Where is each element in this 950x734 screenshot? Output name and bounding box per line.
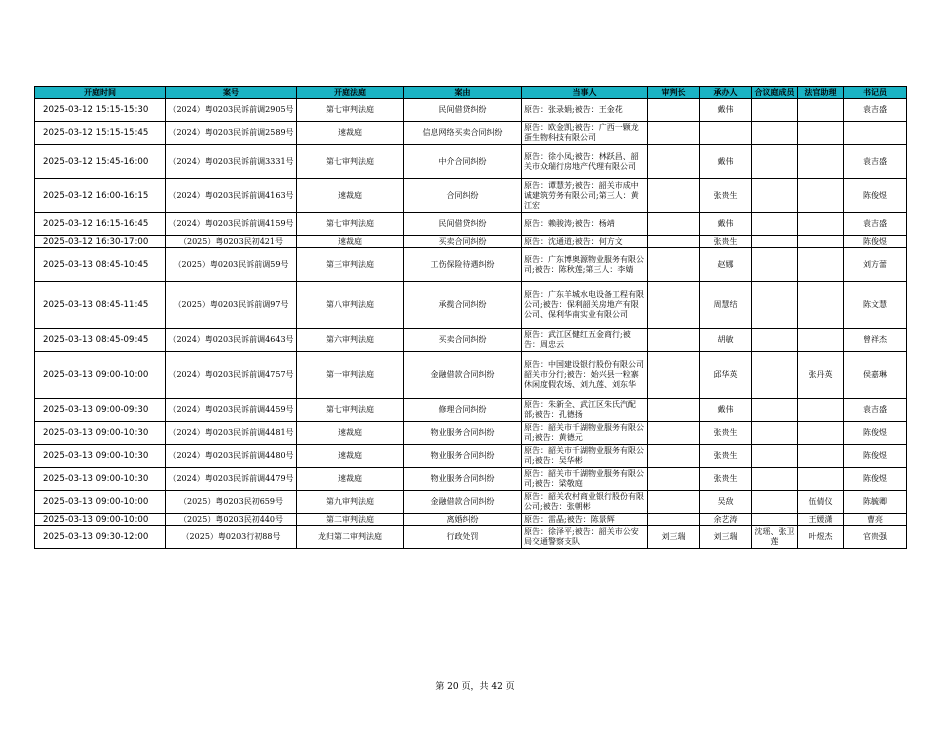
cause-cell: 金融借款合同纠纷 [404, 491, 522, 514]
handler-cell: 张贵生 [700, 236, 752, 248]
judge-assistant-cell: 张丹英 [798, 352, 844, 399]
courtroom-cell: 第七审判法庭 [297, 399, 404, 422]
cause-cell: 离婚纠纷 [404, 514, 522, 526]
judge-assistant-cell [798, 445, 844, 468]
panel-members-cell [752, 99, 798, 122]
court-schedule-table [34, 86, 907, 549]
parties-cell: 原告：韶关市千湖物业服务有限公司;被告：吴华彬 [522, 445, 648, 468]
presiding-judge-cell [648, 248, 700, 282]
clerk-cell: 陈毓卿 [844, 491, 907, 514]
courtroom-cell: 速裁庭 [297, 422, 404, 445]
cause-cell: 合同纠纷 [404, 179, 522, 213]
parties-cell: 原告：武江区健红五金商行;被告：周忠云 [522, 329, 648, 352]
panel-members-cell [752, 236, 798, 248]
table-row [35, 236, 907, 248]
parties-cell: 原告：韶关市千湖物业服务有限公司;被告：黄德元 [522, 422, 648, 445]
table-row [35, 422, 907, 445]
case-number-cell: （2025）粤0203民初440号 [166, 514, 297, 526]
handler-cell: 刘三瑞 [700, 526, 752, 549]
handler-cell: 张贵生 [700, 468, 752, 491]
panel-members-cell [752, 122, 798, 145]
clerk-cell: 袁吉盛 [844, 399, 907, 422]
handler-cell: 戴伟 [700, 99, 752, 122]
handler-cell: 邱华英 [700, 352, 752, 399]
cause-cell: 买卖合同纠纷 [404, 236, 522, 248]
panel-members-cell [752, 329, 798, 352]
judge-assistant-cell [798, 122, 844, 145]
handler-cell: 吴敌 [700, 491, 752, 514]
judge-assistant-cell: 王媛潇 [798, 514, 844, 526]
judge-assistant-cell [798, 213, 844, 236]
case-number-cell: （2024）粤0203民诉前调4459号 [166, 399, 297, 422]
presiding-judge-cell [648, 399, 700, 422]
handler-cell: 戴伟 [700, 399, 752, 422]
courtroom-cell: 龙归第二审判法庭 [297, 526, 404, 549]
time-cell: 2025-03-12 15:45-16:00 [35, 145, 166, 179]
courtroom-cell: 速裁庭 [297, 468, 404, 491]
table-row [35, 352, 907, 399]
time-cell: 2025-03-13 08:45-09:45 [35, 329, 166, 352]
cause-cell: 行政处罚 [404, 526, 522, 549]
courtroom-cell: 速裁庭 [297, 445, 404, 468]
clerk-cell: 侯嘉琳 [844, 352, 907, 399]
panel-members-cell [752, 422, 798, 445]
time-cell: 2025-03-13 09:00-09:30 [35, 399, 166, 422]
presiding-judge-cell: 刘三瑞 [648, 526, 700, 549]
time-cell: 2025-03-13 09:00-10:00 [35, 491, 166, 514]
header-row [35, 87, 907, 99]
presiding-judge-cell [648, 179, 700, 213]
clerk-cell: 袁吉盛 [844, 213, 907, 236]
time-cell: 2025-03-13 09:00-10:30 [35, 468, 166, 491]
presiding-judge-cell [648, 99, 700, 122]
courtroom-cell: 第七审判法庭 [297, 99, 404, 122]
case-number-cell: （2025）粤0203民初659号 [166, 491, 297, 514]
presiding-judge-cell [648, 213, 700, 236]
cause-cell: 物业服务合同纠纷 [404, 422, 522, 445]
clerk-cell: 袁吉盛 [844, 99, 907, 122]
judge-assistant-cell [798, 179, 844, 213]
time-cell: 2025-03-13 08:45-11:45 [35, 282, 166, 329]
time-cell: 2025-03-13 09:00-10:30 [35, 445, 166, 468]
time-cell: 2025-03-12 16:15-16:45 [35, 213, 166, 236]
parties-cell: 原告：赖骏涛;被告：杨靖 [522, 213, 648, 236]
handler-cell [700, 122, 752, 145]
judge-assistant-cell: 叶煜杰 [798, 526, 844, 549]
handler-cell: 余艺涛 [700, 514, 752, 526]
presiding-judge-cell [648, 491, 700, 514]
table-row [35, 445, 907, 468]
panel-members-cell [752, 213, 798, 236]
case-number-cell: （2024）粤0203民诉前调4643号 [166, 329, 297, 352]
header-judge-assistant: 法官助理 [798, 87, 844, 99]
courtroom-cell: 速裁庭 [297, 179, 404, 213]
parties-cell: 原告：谭慧芳;被告：韶关市成中诚建筑劳务有限公司;第三人：黄江宏 [522, 179, 648, 213]
presiding-judge-cell [648, 352, 700, 399]
handler-cell: 戴伟 [700, 145, 752, 179]
handler-cell: 张贵生 [700, 422, 752, 445]
parties-cell: 原告：张录娟;被告：王金花 [522, 99, 648, 122]
presiding-judge-cell [648, 122, 700, 145]
handler-cell: 周慧结 [700, 282, 752, 329]
time-cell: 2025-03-13 09:00-10:00 [35, 352, 166, 399]
cause-cell: 物业服务合同纠纷 [404, 468, 522, 491]
panel-members-cell [752, 248, 798, 282]
presiding-judge-cell [648, 236, 700, 248]
time-cell: 2025-03-13 08:45-10:45 [35, 248, 166, 282]
judge-assistant-cell [798, 236, 844, 248]
case-number-cell: （2024）粤0203民诉前调4163号 [166, 179, 297, 213]
table-row [35, 248, 907, 282]
panel-members-cell [752, 491, 798, 514]
clerk-cell: 袁吉盛 [844, 145, 907, 179]
cause-cell: 信息网络买卖合同纠纷 [404, 122, 522, 145]
panel-members-cell [752, 145, 798, 179]
judge-assistant-cell [798, 422, 844, 445]
panel-members-cell [752, 468, 798, 491]
case-number-cell: （2024）粤0203民诉前调3331号 [166, 145, 297, 179]
parties-cell: 原告：广东博奥源物业服务有限公司;被告：陈秋莲;第三人：李婧 [522, 248, 648, 282]
table-row [35, 514, 907, 526]
clerk-cell: 陈俊煜 [844, 445, 907, 468]
table-row [35, 526, 907, 549]
table-row [35, 145, 907, 179]
clerk-cell: 陈俊煜 [844, 468, 907, 491]
header-time: 开庭时间 [35, 87, 166, 99]
case-number-cell: （2024）粤0203民诉前调4480号 [166, 445, 297, 468]
handler-cell: 赵娜 [700, 248, 752, 282]
courtroom-cell: 第三审判法庭 [297, 248, 404, 282]
table-row [35, 122, 907, 145]
header-case-number: 案号 [166, 87, 297, 99]
cause-cell: 民间借贷纠纷 [404, 213, 522, 236]
courtroom-cell: 第七审判法庭 [297, 213, 404, 236]
handler-cell: 张贵生 [700, 179, 752, 213]
parties-cell: 原告：朱新全、武江区朱氏汽配部;被告：孔德扬 [522, 399, 648, 422]
page-footer: 第 20 页，共 42 页 [435, 682, 515, 692]
presiding-judge-cell [648, 329, 700, 352]
parties-cell: 原告：徐小凤;被告：林跃昌、韶关市众瑞行房地产代理有限公司 [522, 145, 648, 179]
judge-assistant-cell [798, 145, 844, 179]
parties-cell: 原告：韶关市千湖物业服务有限公司;被告：梁敬庭 [522, 468, 648, 491]
judge-assistant-cell [798, 399, 844, 422]
case-number-cell: （2024）粤0203民诉前调2905号 [166, 99, 297, 122]
judge-assistant-cell [798, 329, 844, 352]
case-number-cell: （2024）粤0203民诉前调4479号 [166, 468, 297, 491]
case-number-cell: （2024）粤0203民诉前调4757号 [166, 352, 297, 399]
panel-members-cell [752, 514, 798, 526]
handler-cell: 戴伟 [700, 213, 752, 236]
courtroom-cell: 第六审判法庭 [297, 329, 404, 352]
header-panel-members: 合议庭成员 [752, 87, 798, 99]
panel-members-cell [752, 179, 798, 213]
presiding-judge-cell [648, 145, 700, 179]
header-handler: 承办人 [700, 87, 752, 99]
presiding-judge-cell [648, 514, 700, 526]
time-cell: 2025-03-13 09:00-10:00 [35, 514, 166, 526]
judge-assistant-cell [798, 248, 844, 282]
cause-cell: 物业服务合同纠纷 [404, 445, 522, 468]
judge-assistant-cell [798, 99, 844, 122]
cause-cell: 承揽合同纠纷 [404, 282, 522, 329]
courtroom-cell: 速裁庭 [297, 122, 404, 145]
table-row [35, 213, 907, 236]
header-presiding-judge: 审判长 [648, 87, 700, 99]
panel-members-cell [752, 352, 798, 399]
panel-members-cell [752, 282, 798, 329]
cause-cell: 中介合同纠纷 [404, 145, 522, 179]
cause-cell: 民间借贷纠纷 [404, 99, 522, 122]
presiding-judge-cell [648, 282, 700, 329]
clerk-cell: 刘方蕾 [844, 248, 907, 282]
panel-members-cell [752, 445, 798, 468]
case-number-cell: （2025）粤0203行初88号 [166, 526, 297, 549]
time-cell: 2025-03-13 09:00-10:30 [35, 422, 166, 445]
header-cause: 案由 [404, 87, 522, 99]
clerk-cell [844, 122, 907, 145]
time-cell: 2025-03-13 09:30-12:00 [35, 526, 166, 549]
cause-cell: 工伤保险待遇纠纷 [404, 248, 522, 282]
handler-cell: 胡敏 [700, 329, 752, 352]
clerk-cell: 陈俊煜 [844, 236, 907, 248]
clerk-cell: 曾祥杰 [844, 329, 907, 352]
cause-cell: 修理合同纠纷 [404, 399, 522, 422]
table-row [35, 99, 907, 122]
case-number-cell: （2025）粤0203民初421号 [166, 236, 297, 248]
parties-cell: 原告：欧金凯;被告：广西一颗龙蛋生物科技有限公司 [522, 122, 648, 145]
panel-members-cell [752, 399, 798, 422]
parties-cell: 原告：中国建设银行股份有限公司韶关市分行;被告：始兴县一粒寨休闲度假农场、刘九莲、刘东华 [522, 352, 648, 399]
table-row [35, 468, 907, 491]
clerk-cell: 陈文慧 [844, 282, 907, 329]
time-cell: 2025-03-12 15:15-15:45 [35, 122, 166, 145]
time-cell: 2025-03-12 16:00-16:15 [35, 179, 166, 213]
courtroom-cell: 第二审判法庭 [297, 514, 404, 526]
presiding-judge-cell [648, 422, 700, 445]
case-number-cell: （2024）粤0203民诉前调4159号 [166, 213, 297, 236]
parties-cell: 原告：广东羊城水电设备工程有限公司;被告：保利韶关房地产有限公司、保利华南实业有限公司 [522, 282, 648, 329]
table-row [35, 282, 907, 329]
courtroom-cell: 第九审判法庭 [297, 491, 404, 514]
courtroom-cell: 第八审判法庭 [297, 282, 404, 329]
time-cell: 2025-03-12 16:30-17:00 [35, 236, 166, 248]
clerk-cell: 陈俊煜 [844, 179, 907, 213]
judge-assistant-cell [798, 282, 844, 329]
panel-members-cell: 沈瑶、张卫莲 [752, 526, 798, 549]
courtroom-cell: 第一审判法庭 [297, 352, 404, 399]
case-number-cell: （2025）粤0203民诉前调97号 [166, 282, 297, 329]
time-cell: 2025-03-12 15:15-15:30 [35, 99, 166, 122]
header-parties: 当事人 [522, 87, 648, 99]
judge-assistant-cell [798, 468, 844, 491]
header-clerk: 书记员 [844, 87, 907, 99]
table-row [35, 179, 907, 213]
case-number-cell: （2024）粤0203民诉前调4481号 [166, 422, 297, 445]
clerk-cell: 陈俊煜 [844, 422, 907, 445]
case-number-cell: （2024）粤0203民诉前调2589号 [166, 122, 297, 145]
cause-cell: 金融借款合同纠纷 [404, 352, 522, 399]
parties-cell: 原告：徐泽平;被告：韶关市公安局交通警察支队 [522, 526, 648, 549]
courtroom-cell: 速裁庭 [297, 236, 404, 248]
table-row [35, 399, 907, 422]
clerk-cell: 官贵强 [844, 526, 907, 549]
parties-cell: 原告：雷晶;被告：陈景辉 [522, 514, 648, 526]
cause-cell: 买卖合同纠纷 [404, 329, 522, 352]
courtroom-cell: 第七审判法庭 [297, 145, 404, 179]
handler-cell: 张贵生 [700, 445, 752, 468]
table-row [35, 329, 907, 352]
judge-assistant-cell: 伍倩仪 [798, 491, 844, 514]
table-row [35, 491, 907, 514]
presiding-judge-cell [648, 445, 700, 468]
presiding-judge-cell [648, 468, 700, 491]
parties-cell: 原告：沈通道;被告：何方文 [522, 236, 648, 248]
header-courtroom: 开庭法庭 [297, 87, 404, 99]
case-number-cell: （2025）粤0203民诉前调59号 [166, 248, 297, 282]
parties-cell: 原告：韶关农村商业银行股份有限公司;被告：张朝彬 [522, 491, 648, 514]
clerk-cell: 曹亮 [844, 514, 907, 526]
